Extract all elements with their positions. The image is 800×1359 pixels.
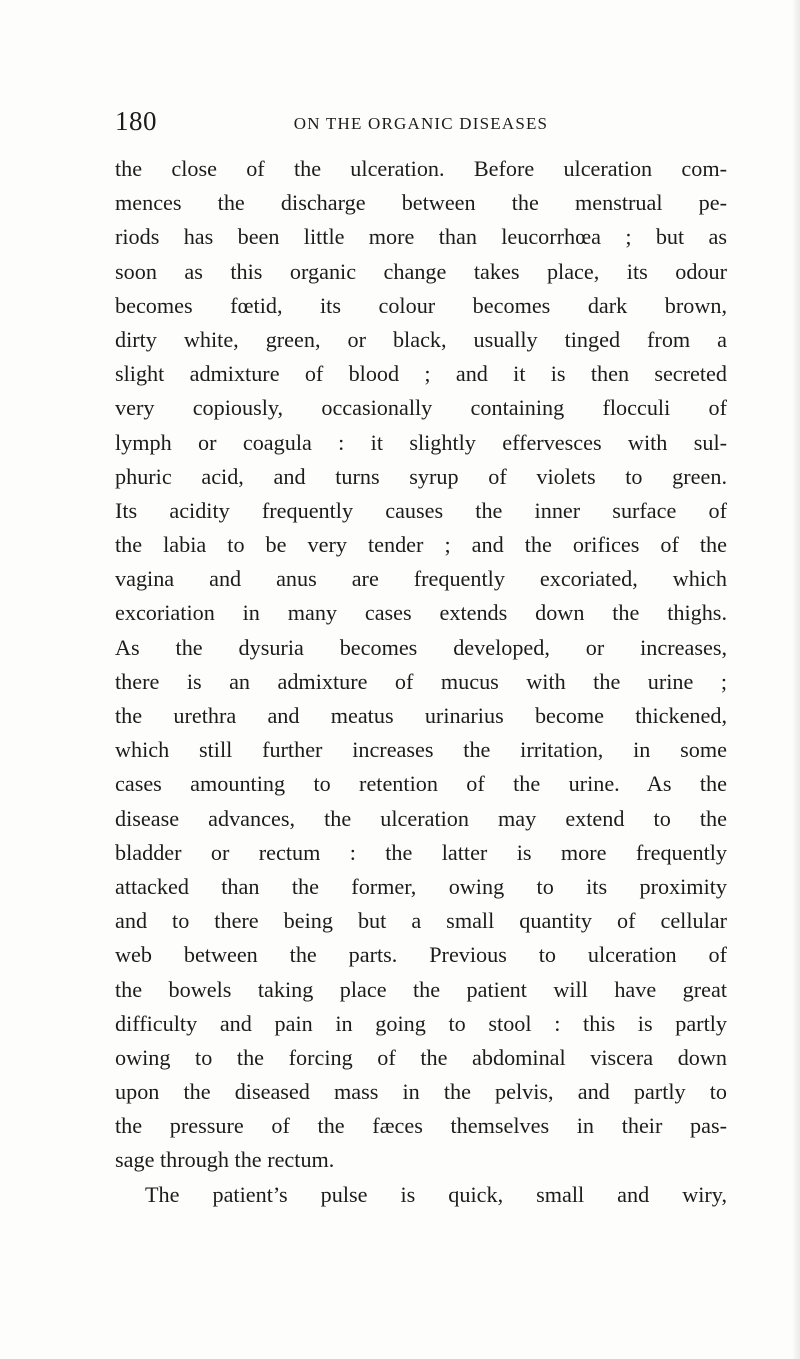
- text-line: the urethra and meatus urinarius become thickened,: [115, 703, 727, 728]
- text-line: bladder or rectum : the latter is more frequently: [115, 839, 727, 865]
- text-line: phuric acid, and turns syrup of violets to green.: [115, 463, 727, 489]
- text-line: lymph or coagula : it slightly effervesces with sul-: [115, 429, 727, 455]
- page-edge-shadow: [792, 0, 800, 1359]
- text-line: the close of the ulceration. Before ulceration com-: [115, 156, 727, 181]
- text-line: upon the diseased mass in the pelvis, and partly to: [115, 1079, 727, 1105]
- text-line: owing to the forcing of the abdominal viscera down: [115, 1044, 727, 1070]
- text-line: and to there being but a small quantity of cellular: [115, 908, 727, 934]
- text-line: which still further increases the irritation, in some: [115, 737, 727, 763]
- text-line: sage through the rectum.: [115, 1147, 335, 1173]
- text-line: becomes fœtid, its colour becomes dark brown,: [115, 292, 727, 318]
- page-number: 180: [115, 106, 157, 136]
- text-line: soon as this organic change takes place, its odour: [115, 258, 727, 284]
- text-line: there is an admixture of mucus with the urine ;: [115, 668, 727, 694]
- body-text: [115, 152, 727, 1212]
- text-line: excoriation in many cases extends down the thighs.: [115, 600, 727, 626]
- text-line: attacked than the former, owing to its proximity: [115, 873, 727, 899]
- text-line: mences the discharge between the menstrual pe-: [115, 190, 727, 216]
- text-line: Its acidity frequently causes the inner surface of: [115, 497, 727, 523]
- text-line: web between the parts. Previous to ulceration of: [115, 942, 727, 968]
- text-line: disease advances, the ulceration may extend to the: [115, 805, 727, 831]
- text-line: the bowels taking place the patient will have great: [115, 976, 727, 1002]
- text-line: very copiously, occasionally containing flocculi of: [115, 395, 727, 421]
- text-line: The patient’s pulse is quick, small and wiry,: [145, 1181, 727, 1207]
- text-line: riods has been little more than leucorrhœa ; but as: [115, 224, 727, 250]
- text-line: As the dysuria becomes developed, or increases,: [115, 634, 727, 660]
- text-line: the pressure of the fæces themselves in their pas-: [115, 1113, 727, 1139]
- text-line: cases amounting to retention of the urine. As the: [115, 771, 727, 797]
- text-line: the labia to be very tender ; and the orifices of the: [115, 532, 727, 558]
- text-line: vagina and anus are frequently excoriated, which: [115, 566, 727, 592]
- text-line: dirty white, green, or black, usually tinged from a: [115, 326, 727, 352]
- page-header: [115, 104, 727, 144]
- text-line: slight admixture of blood ; and it is then secreted: [115, 361, 727, 387]
- text-line: difficulty and pain in going to stool : this is partly: [115, 1010, 727, 1036]
- running-head: ON THE ORGANIC DISEASES: [293, 114, 549, 133]
